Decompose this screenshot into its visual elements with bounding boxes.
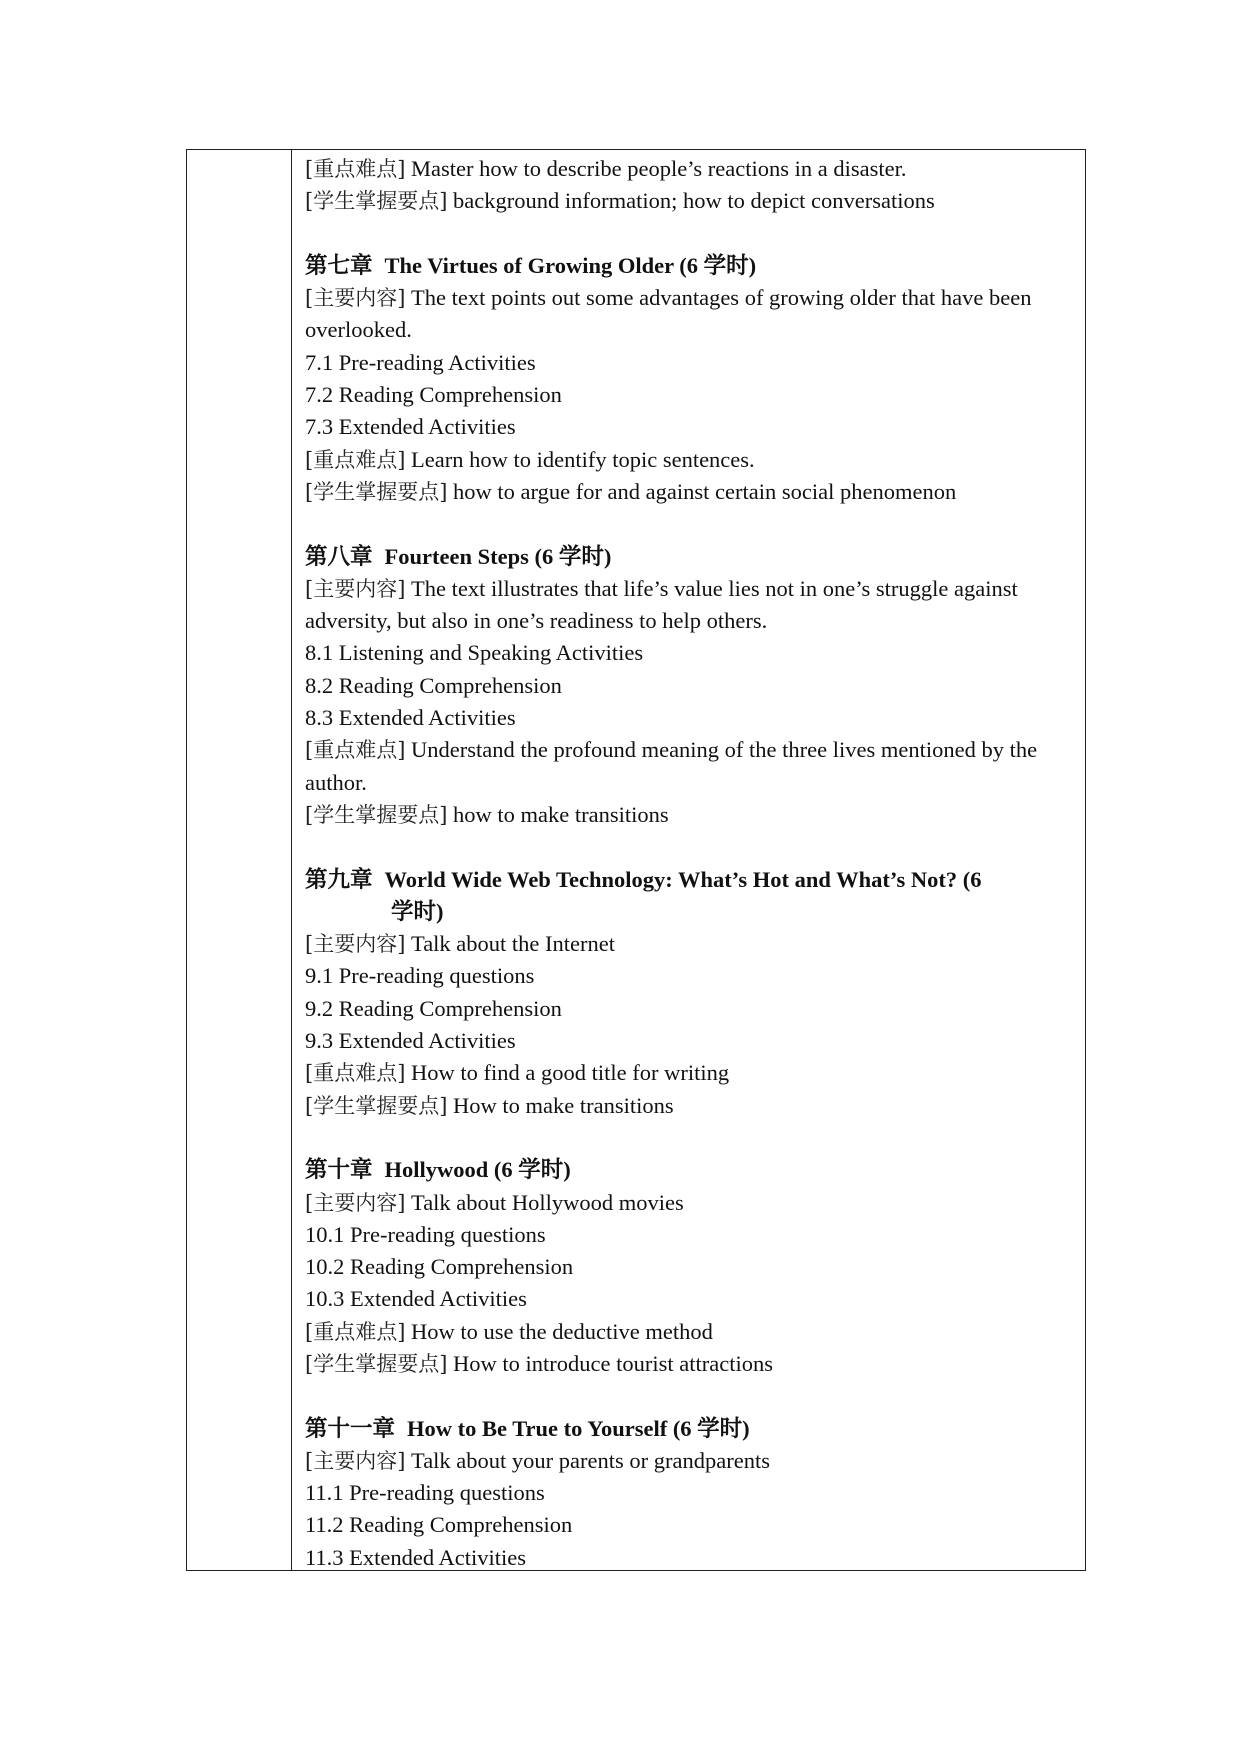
chapter-main-content: [主要内容] The text illustrates that life’s value lies not in one’s struggle against adversity, but also in one’s readiness to help others. <box>305 575 1018 634</box>
chapter-difficulty: [重点难点] Understand the profound meaning of the three lives mentioned by the author. <box>305 737 1038 795</box>
chapter-block <box>305 1122 1085 1380</box>
chapter-item: 7.2 Reading Comprehension <box>305 382 562 408</box>
chapter-title: The Virtues of Growing Older (6 学时) <box>384 252 757 278</box>
chapter-number: 第十一章 <box>305 1415 396 1441</box>
chapter-item: 10.2 Reading Comprehension <box>305 1254 574 1280</box>
chapter-number: 第八章 <box>305 543 373 569</box>
chapter-heading <box>305 541 1085 573</box>
chapter-title: How to Be True to Yourself (6 学时) <box>407 1415 750 1441</box>
chapter-difficulty: [重点难点] Learn how to identify topic sentences. <box>305 446 755 472</box>
chapter-main-content: [主要内容] The text points out some advantages of growing older that have been overlooked. <box>305 285 1032 343</box>
intro-difficulty: [重点难点] Master how to describe people’s reactions in a disaster. <box>305 156 907 181</box>
section-gap <box>305 1122 1085 1154</box>
chapter-mastery: [学生掌握要点] how to make transitions <box>305 801 669 827</box>
chapter-main-content: [主要内容] Talk about the Internet <box>305 931 615 957</box>
chapter-number: 第七章 <box>305 252 373 278</box>
section-gap <box>305 1380 1085 1412</box>
chapter-number: 第九章 <box>305 866 373 892</box>
section-gap <box>305 218 1085 250</box>
chapter-item: 9.3 Extended Activities <box>305 1028 516 1054</box>
chapter-item: 10.3 Extended Activities <box>305 1286 527 1312</box>
chapter-block <box>305 218 1085 509</box>
chapter-title: Fourteen Steps (6 学时) <box>384 543 612 569</box>
left-column-cell <box>187 150 292 1570</box>
chapter-item: 8.2 Reading Comprehension <box>305 672 562 698</box>
chapter-item: 10.1 Pre-reading questions <box>305 1221 546 1247</box>
chapter-item: 11.2 Reading Comprehension <box>305 1512 573 1538</box>
chapter-heading <box>305 1154 1085 1186</box>
chapter-block <box>305 1380 1085 1574</box>
chapter-difficulty: [重点难点] How to use the deductive method <box>305 1318 713 1344</box>
chapter-item: 11.1 Pre-reading questions <box>305 1480 545 1506</box>
chapter-mastery: [学生掌握要点] How to introduce tourist attractions <box>305 1350 773 1376</box>
chapter-item: 8.3 Extended Activities <box>305 705 516 731</box>
chapter-item: 7.3 Extended Activities <box>305 414 516 440</box>
chapter-item: 9.1 Pre-reading questions <box>305 963 535 989</box>
section-gap <box>305 508 1085 540</box>
chapter-number: 第十章 <box>305 1157 373 1183</box>
chapter-item: 9.2 Reading Comprehension <box>305 995 562 1021</box>
chapter-block <box>305 831 1085 1122</box>
section-gap <box>305 831 1085 863</box>
chapter-main-content: [主要内容] Talk about your parents or grandparents <box>305 1447 770 1473</box>
chapter-item: 8.1 Listening and Speaking Activities <box>305 640 644 666</box>
chapter-block <box>305 508 1085 831</box>
chapter-item: 11.3 Extended Activities <box>305 1544 527 1570</box>
chapter-heading <box>305 1413 1085 1445</box>
chapter-title: Hollywood (6 学时) <box>384 1157 571 1183</box>
chapter-title-continued: 学时) <box>391 898 444 924</box>
chapter-main-content: [主要内容] Talk about Hollywood movies <box>305 1189 684 1215</box>
chapter-difficulty: [重点难点] How to find a good title for writing <box>305 1060 730 1086</box>
chapter-heading <box>305 864 1085 929</box>
chapter-content-cell <box>305 153 1085 1574</box>
chapter-mastery: [学生掌握要点] how to argue for and against certain social phenomenon <box>305 478 957 504</box>
chapter-heading <box>305 250 1085 282</box>
syllabus-table <box>186 149 1086 1571</box>
chapter-title: World Wide Web Technology: What’s Hot and What’s Not? (6 <box>384 866 982 892</box>
chapter-item: 7.1 Pre-reading Activities <box>305 349 536 375</box>
chapter-list <box>305 218 1085 1574</box>
intro-mastery: [学生掌握要点] background information; how to depict conversations <box>305 188 935 214</box>
chapter-mastery: [学生掌握要点] How to make transitions <box>305 1092 674 1118</box>
